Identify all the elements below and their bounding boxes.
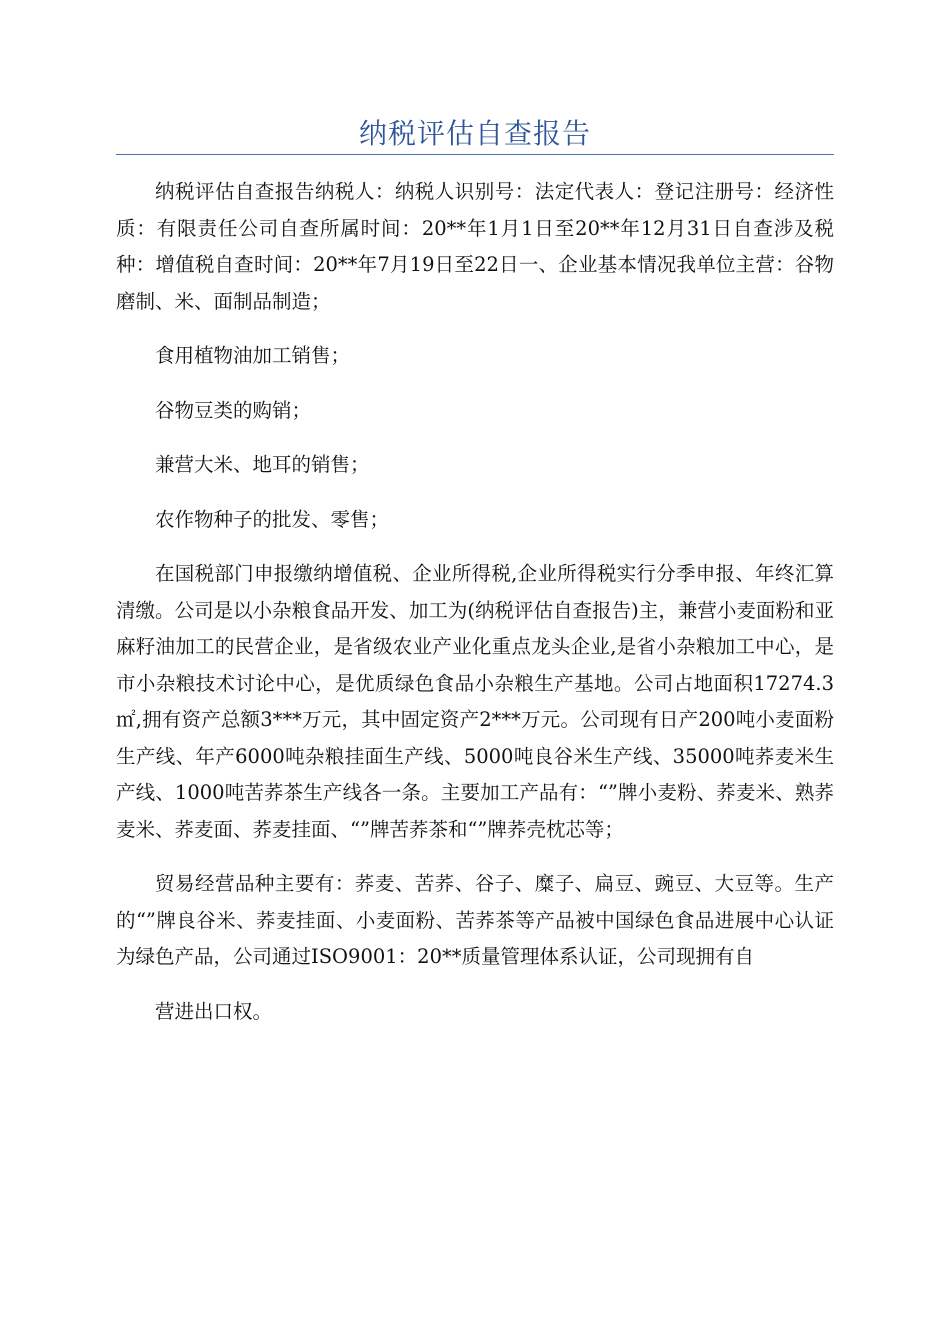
title-underline — [116, 154, 834, 155]
paragraph-edible-oil: 食用植物油加工销售； — [155, 344, 351, 367]
paragraph-grain-beans: 谷物豆类的购销； — [155, 398, 312, 422]
paragraph-trade-products: 贸易经营品种主要有：荞麦、苦荞、谷子、糜子、扁豆、豌豆、大豆等。生产的“”牌良谷米、荞麦挂面、小麦面粉、苦荞茶等产品被中国绿色食品进展中心认证为绿色产品，公司通过ISO9001：20**质量管理体系认证，公司现拥有自 — [116, 872, 834, 968]
document-title: 纳税评估自查报告 — [358, 117, 591, 150]
paragraph-seeds: 农作物种子的批发、零售； — [155, 507, 390, 531]
paragraph-intro: 纳税评估自查报告纳税人：纳税人识别号：法定代表人：登记注册号：经济性质：有限责任公司自查所属时间：20**年1月1日至20**年12月31日自查涉及税种：增值税自查时间：20**年7月19日至22日一、企业基本情况我单位主营：谷物磨制、米、面制品制造； — [116, 180, 834, 313]
document-body — [116, 174, 834, 1048]
paragraph-import-export: 营进出口权。 — [155, 999, 273, 1023]
paragraph-company-profile: 在国税部门申报缴纳增值税、企业所得税,企业所得税实行分季申报、年终汇算清缴。公司是以小杂粮食品开发、加工为(纳税评估自查报告)主，兼营小麦面粉和亚麻籽油加工的民营企业，是省级农业产业化重点龙头企业,是省小杂粮加工中心，是市小杂粮技术讨论中心，是优质绿色食品小杂粮生产基地。公司占地面积17274.3㎡,拥有资产总额3***万元，其中固定资产2***万元。公司现有日产200吨小麦面粉生产线、年产6000吨杂粮挂面生产线、5000吨良谷米生产线、35000吨荞麦米生产线、1000吨苦荞茶生产线各一条。主要加工产品有：“”牌小麦粉、荞麦米、熟荞麦米、荞麦面、荞麦挂面、“”牌苦荞茶和“”牌荞壳枕芯等； — [116, 562, 834, 841]
paragraph-rice-fungus: 兼营大米、地耳的销售； — [155, 453, 370, 476]
